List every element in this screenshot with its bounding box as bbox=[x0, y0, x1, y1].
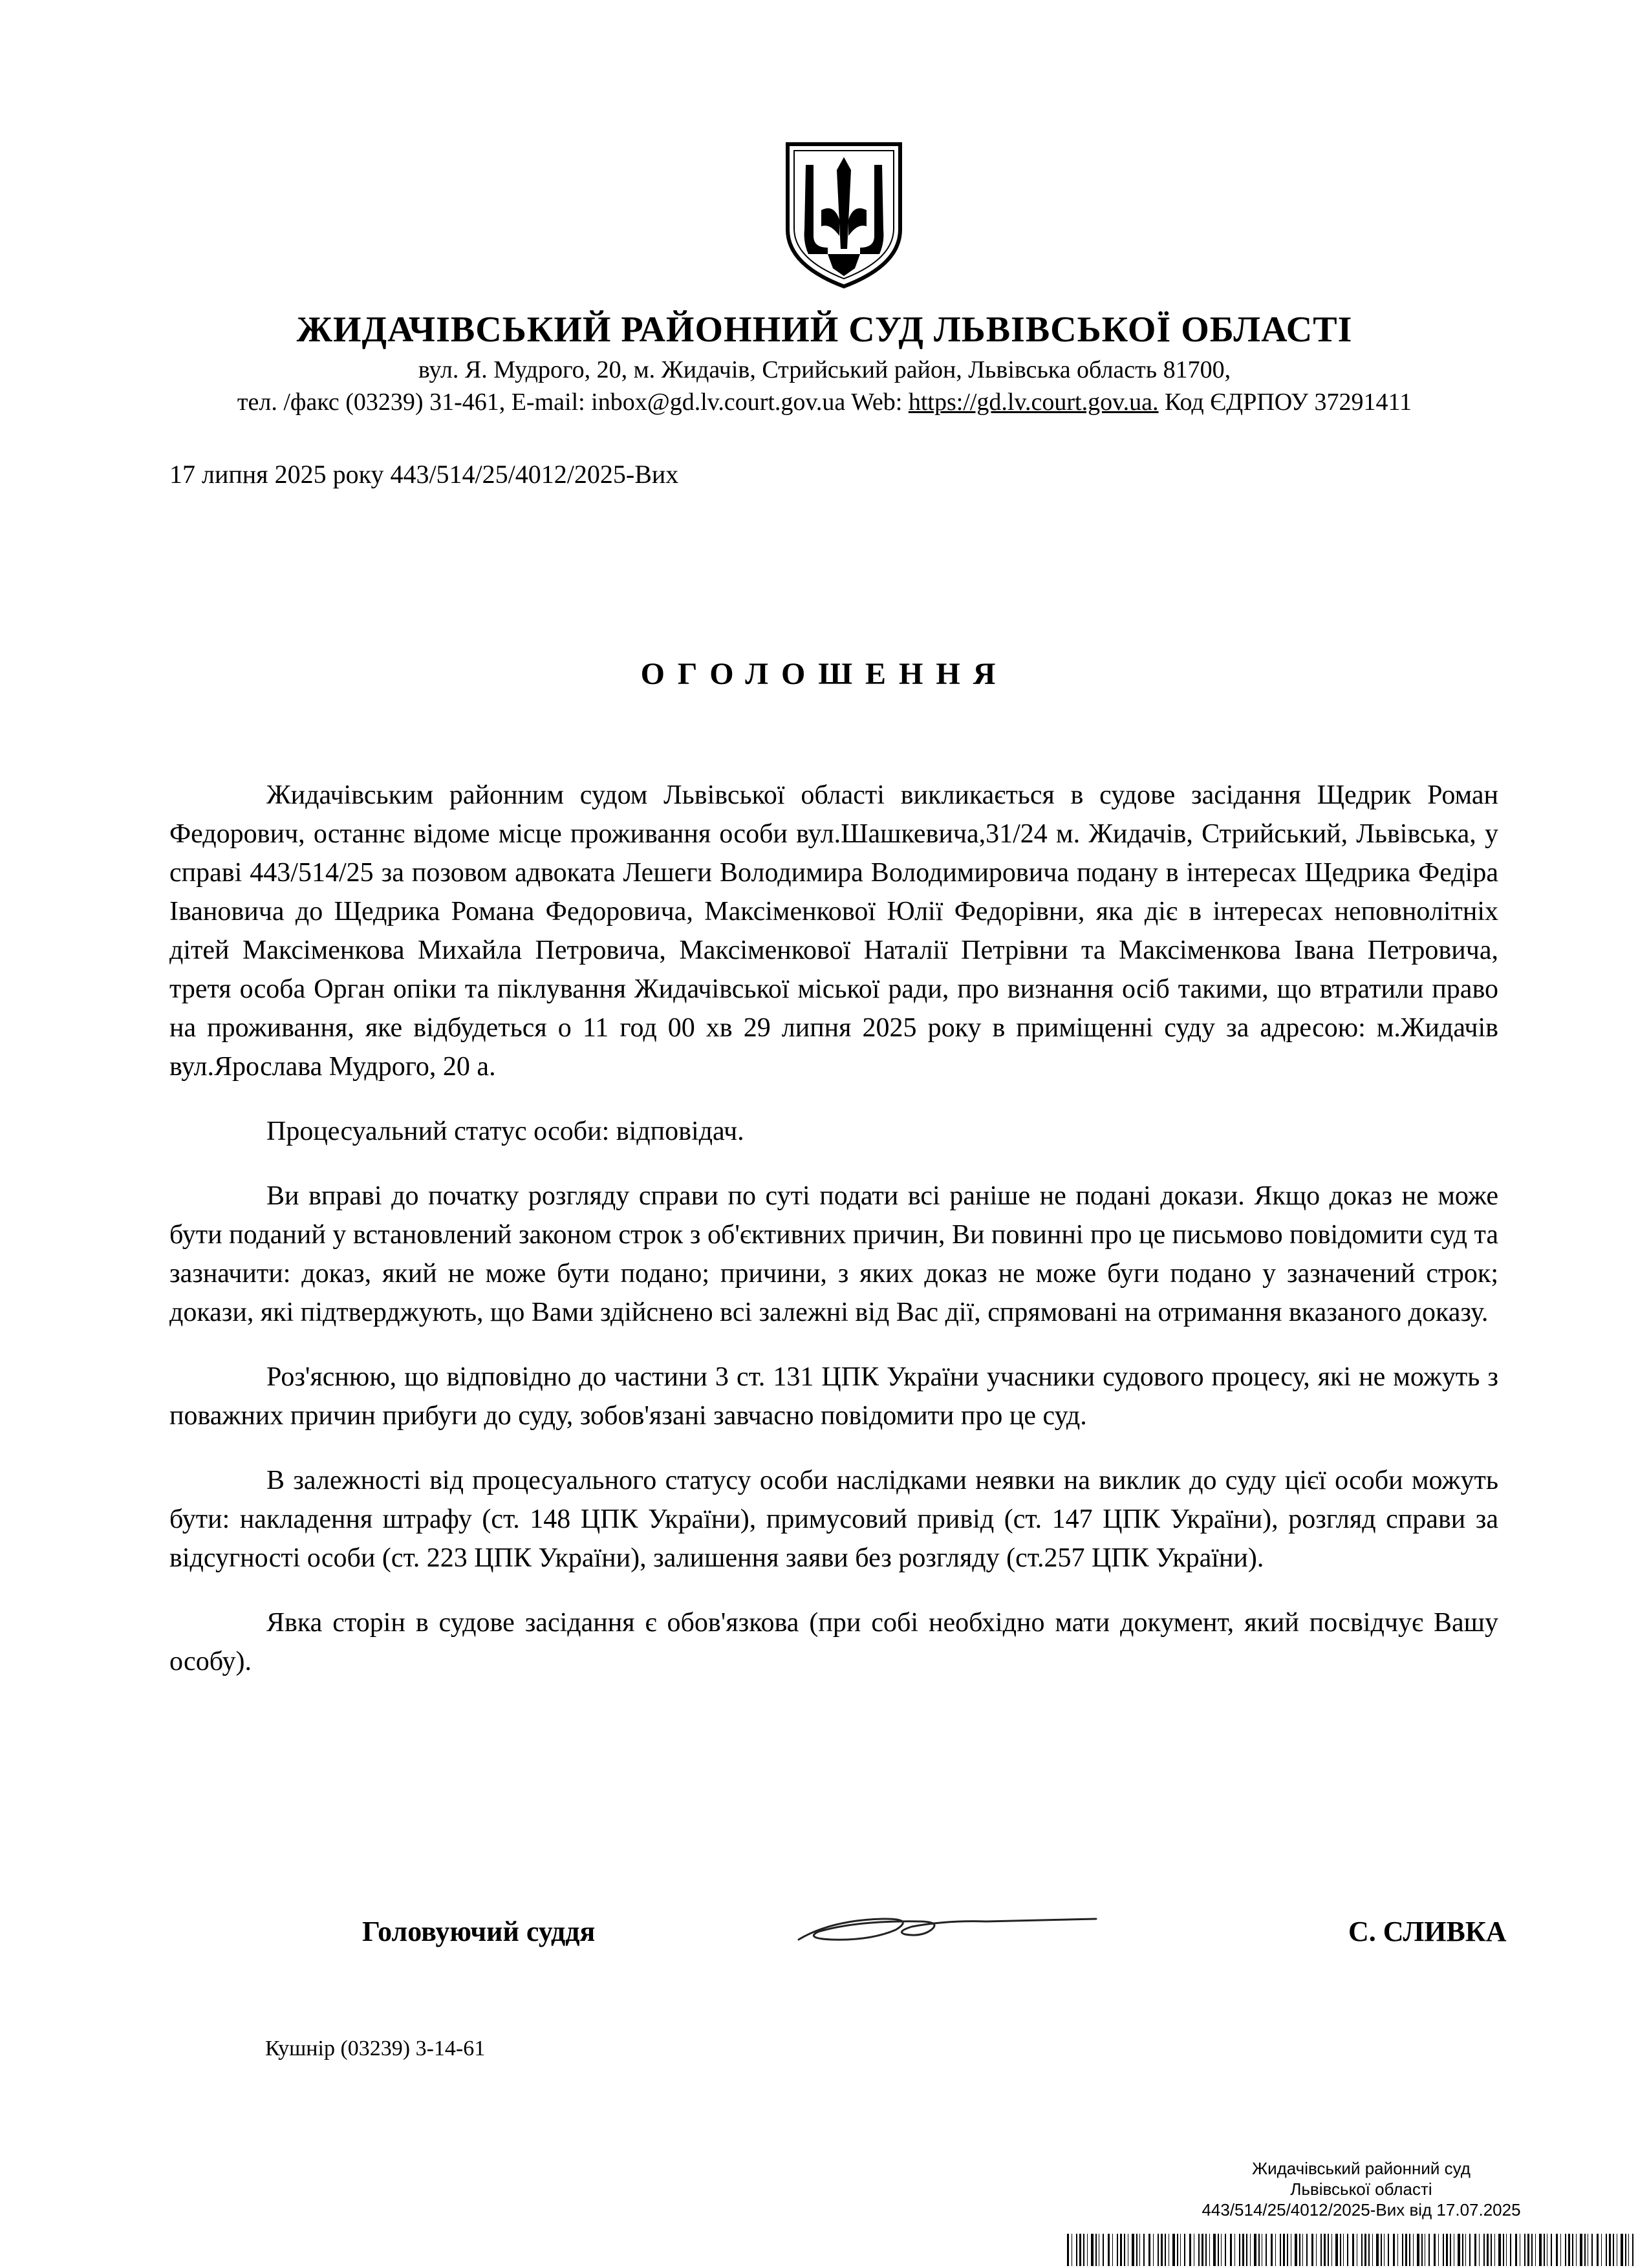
paragraph-explanation: Роз'яснюю, що відповідно до частини 3 ст. 131 ЦПК України учасники судового процесу, які не можуть з поважних причин прибуги до суду, зобов'язані завчасно повідомити про це суд. bbox=[169, 1362, 1498, 1431]
reference-number: 17 липня 2025 року 443/514/25/4012/2025-Вих bbox=[169, 460, 679, 489]
registration-stamp bbox=[1099, 2158, 1623, 2220]
barcode-icon bbox=[1067, 2234, 1636, 2266]
contacts-prefix: тел. /факс (03239) 31-461, E-mail: inbox@gd.lv.court.gov.ua Web: bbox=[237, 389, 909, 416]
announcement-body bbox=[169, 776, 1498, 1707]
stamp-region: Львівської області bbox=[1290, 2179, 1432, 2199]
judge-role: Головуючий суддя bbox=[362, 1916, 596, 1947]
court-name: ЖИДАЧІВСЬКИЙ РАЙОННИЙ СУД ЛЬВІВСЬКОЇ ОБЛАСТІ bbox=[296, 310, 1353, 350]
court-address: вул. Я. Мудрого, 20, м. Жидачів, Стрийський район, Львівська область 81700, bbox=[418, 356, 1231, 383]
court-contacts bbox=[0, 388, 1649, 416]
stamp-number: 443/514/25/4012/2025-Вих від 17.07.2025 bbox=[1202, 2200, 1521, 2220]
contacts-suffix: Код ЄДРПОУ 37291411 bbox=[1158, 389, 1412, 416]
paragraph-evidence: Ви вправі до початку розгляду справи по суті подати всі раніше не подані докази. Якщо доказ не може бути поданий у встановлений законом строк з об'єктивних причин, Ви повинні про це письмово повідомити суд та зазначити: доказ, який не може бути подано; причини, з яких доказ не може буги подано у зазначений строк; докази, які підтверджують, що Вами здійснено всі залежні від Вас дії, спрямовані на отримання вказаного доказу. bbox=[169, 1181, 1498, 1327]
signature-icon bbox=[792, 1894, 1103, 1952]
stamp-court: Жидачівський районний суд bbox=[1252, 2159, 1471, 2178]
document-title: ОГОЛОШЕННЯ bbox=[640, 657, 1009, 691]
paragraph-attendance: Явка сторін в судове засідання є обов'язкова (при собі необхідно мати документ, який посвідчує Вашу особу). bbox=[169, 1608, 1498, 1676]
executor-contact: Кушнір (03239) 3-14-61 bbox=[265, 2037, 486, 2060]
paragraph-summons: Жидачівським районним судом Львівської області викликається в судове засідання Щедрик Роман Федорович, останнє відоме місце проживання особи вул.Шашкевича,31/24 м. Жидачів, Стрийський, Львівська, у справі 443/514/25 за позовом адвоката Лешеги Володимира Володимировича подану в інтересах Щедрика Федіра Івановича до Щедрика Романа Федоровича, Максіменкової Юлії Федорівни, яка діє в інтересах неповнолітніх дітей Максіменкова Михайла Петровича, Максіменкової Наталії Петрівни та Максіменкова Івана Петровича, третя особа Орган опіки та піклування Жидачівської міської ради, про визнання осіб такими, що втратили право на проживання, яке відбудеться о 11 год 00 хв 29 липня 2025 року в приміщенні суду за адресою: м.Жидачів вул.Ярослава Мудрого, 20 а. bbox=[169, 780, 1498, 1082]
web-link[interactable]: https://gd.lv.court.gov.ua. bbox=[908, 389, 1159, 416]
judge-name: С. СЛИВКА bbox=[1348, 1916, 1507, 1947]
paragraph-consequences: В залежності від процесуального статусу особи наслідками неявки на виклик до суду цієї особи можуть бути: накладення штрафу (ст. 148 ЦПК України), примусовий привід (ст. 147 ЦПК України), розгляд справи за відсугності особи (ст. 223 ЦПК України), залишення заяви без розгляду (ст.257 ЦПК України). bbox=[169, 1466, 1498, 1573]
paragraph-status: Процесуальний статус особи: відповідач. bbox=[266, 1117, 744, 1146]
coat-of-arms-trident-icon bbox=[782, 139, 905, 291]
